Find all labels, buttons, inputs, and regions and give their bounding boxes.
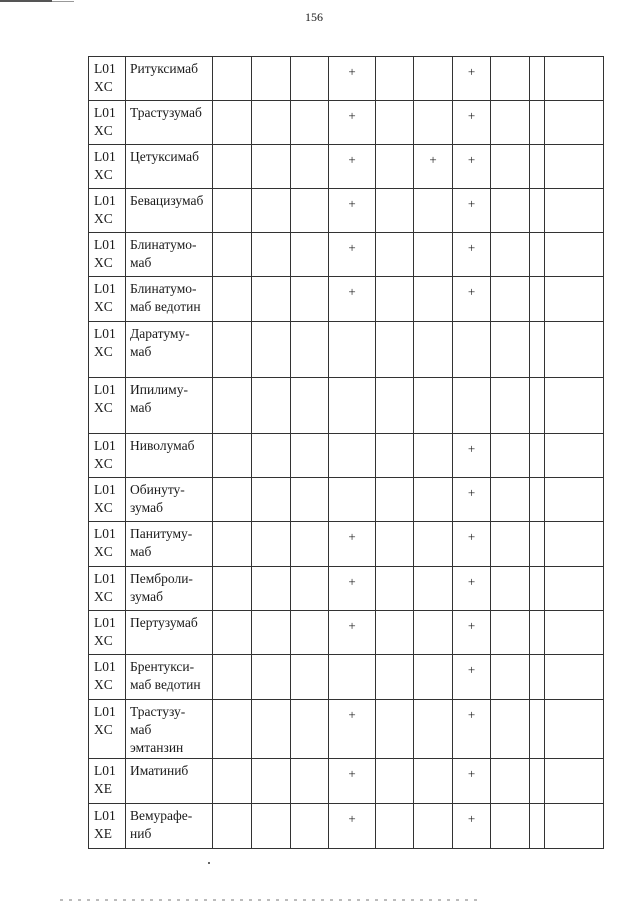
mark-cell [376,655,414,700]
mark-cell [213,478,252,522]
table-row [89,611,604,655]
mark-cell [213,277,252,322]
atc-code-cell [89,804,126,849]
mark-cell [376,378,414,434]
atc-code-cell [89,700,126,759]
table-row [89,145,604,189]
mark-cell: + [453,478,491,522]
atc-code-cell [89,101,126,145]
table-body [89,57,604,849]
mark-cell [291,567,329,611]
mark-cell [545,322,604,378]
mark-cell [414,611,453,655]
mark-cell [491,145,530,189]
mark-cell: + [453,567,491,611]
mark-cell [530,145,545,189]
mark-cell [252,57,291,101]
drug-name-line: Цетуксимаб [130,149,199,164]
drug-name-line: Панитуму- [130,526,193,541]
mark-cell [376,322,414,378]
mark-cell [530,567,545,611]
mark-cell [491,478,530,522]
mark-cell [213,378,252,434]
mark-cell [530,804,545,849]
mark-cell [530,378,545,434]
mark-cell: + [453,804,491,849]
mark-cell [376,567,414,611]
mark-cell [491,655,530,700]
mark-cell [252,101,291,145]
mark-cell [491,101,530,145]
mark-cell [530,101,545,145]
drug-name-cell [126,567,213,611]
drug-name-cell [126,611,213,655]
mark-cell [213,101,252,145]
drug-name-line: Даратуму- [130,326,190,341]
drug-name-cell [126,322,213,378]
drug-name-line: Блинатумо- [130,237,197,252]
mark-cell [252,655,291,700]
table-row [89,57,604,101]
mark-cell [252,277,291,322]
mark-cell [376,145,414,189]
drug-name-line: Блинатумо- [130,281,197,296]
mark-cell [329,655,376,700]
mark-cell: + [453,700,491,759]
mark-cell [252,478,291,522]
mark-cell [376,522,414,567]
mark-cell [530,277,545,322]
mark-cell [453,322,491,378]
atc-code-line: L01 [94,382,116,397]
mark-cell [213,57,252,101]
mark-cell [376,57,414,101]
mark-cell: + [453,189,491,233]
mark-cell: + [453,233,491,277]
scan-speck [208,862,210,864]
mark-cell [414,189,453,233]
mark-cell [213,145,252,189]
mark-cell [252,611,291,655]
mark-cell [213,700,252,759]
mark-cell [252,759,291,804]
mark-cell [252,145,291,189]
mark-cell [329,378,376,434]
mark-cell: + [329,101,376,145]
mark-cell [291,700,329,759]
mark-cell: + [453,522,491,567]
drug-name-cell [126,522,213,567]
atc-code-cell [89,611,126,655]
atc-code-line: XC [94,677,113,692]
mark-cell [376,277,414,322]
mark-cell [545,567,604,611]
atc-code-line: L01 [94,193,116,208]
mark-cell [414,655,453,700]
mark-cell [291,522,329,567]
mark-cell: + [329,522,376,567]
atc-code-line: XC [94,344,113,359]
mark-cell [414,478,453,522]
mark-cell [414,378,453,434]
mark-cell [213,233,252,277]
drug-name-line: Пертузумаб [130,615,198,630]
drug-name-line: маб ведотин [130,677,201,692]
mark-cell [545,759,604,804]
atc-code-line: L01 [94,105,116,120]
drug-name-line: маб [130,544,152,559]
drug-name-cell [126,57,213,101]
mark-cell: + [329,700,376,759]
table-row [89,434,604,478]
drug-name-line: Ипилиму- [130,382,188,397]
drug-name-line: Обинуту- [130,482,185,497]
mark-cell [491,522,530,567]
atc-code-cell [89,522,126,567]
mark-cell [291,478,329,522]
drug-name-cell [126,189,213,233]
mark-cell [414,57,453,101]
atc-code-line: XC [94,456,113,471]
atc-code-line: XE [94,781,112,796]
drug-name-cell [126,378,213,434]
atc-code-cell [89,322,126,378]
drug-name-line: зумаб [130,589,163,604]
mark-cell [491,434,530,478]
atc-code-line: XC [94,299,113,314]
mark-cell [376,700,414,759]
table-row [89,567,604,611]
mark-cell [491,277,530,322]
mark-cell [545,233,604,277]
mark-cell [545,189,604,233]
table-row [89,277,604,322]
table-row [89,378,604,434]
mark-cell [545,277,604,322]
mark-cell [291,322,329,378]
mark-cell [213,655,252,700]
drug-name-line: Вемурафе- [130,808,193,823]
mark-cell: + [329,277,376,322]
atc-code-line: L01 [94,571,116,586]
table-row [89,655,604,700]
drug-name-line: Ниволумаб [130,438,195,453]
mark-cell: + [329,611,376,655]
mark-cell [291,101,329,145]
scan-artifact-line-faint [52,1,74,2]
mark-cell: + [453,277,491,322]
page-number: 156 [305,10,323,24]
mark-cell [213,804,252,849]
mark-cell [291,233,329,277]
atc-code-line: XC [94,123,113,138]
drug-name-line: Пемброли- [130,571,193,586]
mark-cell [491,804,530,849]
mark-cell [414,277,453,322]
mark-cell [491,567,530,611]
mark-cell [414,804,453,849]
mark-cell: + [453,759,491,804]
scan-artifact-bottom [60,899,480,901]
table-row [89,101,604,145]
atc-code-cell [89,233,126,277]
atc-code-cell [89,655,126,700]
mark-cell [530,478,545,522]
table-row [89,700,604,759]
atc-code-line: L01 [94,704,116,719]
atc-code-line: XC [94,544,113,559]
mark-cell [252,804,291,849]
mark-cell [491,57,530,101]
atc-code-line: L01 [94,281,116,296]
atc-code-line: XC [94,589,113,604]
mark-cell [545,522,604,567]
mark-cell [530,700,545,759]
mark-cell: + [453,655,491,700]
drug-name-line: Ритуксимаб [130,61,198,76]
drug-name-line: Бевацизумаб [130,193,204,208]
mark-cell [491,189,530,233]
mark-cell [291,189,329,233]
mark-cell [291,145,329,189]
atc-code-cell [89,57,126,101]
mark-cell [545,57,604,101]
mark-cell: + [329,189,376,233]
mark-cell [414,567,453,611]
mark-cell [213,567,252,611]
table-row [89,478,604,522]
mark-cell [376,478,414,522]
table-row [89,804,604,849]
mark-cell: + [329,57,376,101]
mark-cell [530,57,545,101]
mark-cell [252,522,291,567]
drug-name-line: маб [130,255,152,270]
mark-cell [530,655,545,700]
drug-name-cell [126,233,213,277]
mark-cell [213,434,252,478]
mark-cell [291,434,329,478]
atc-code-cell [89,277,126,322]
mark-cell [329,322,376,378]
mark-cell [530,434,545,478]
drug-name-cell [126,478,213,522]
drug-name-cell [126,277,213,322]
mark-cell [252,378,291,434]
atc-code-line: XC [94,79,113,94]
drug-name-line: Иматиниб [130,763,189,778]
drug-name-cell [126,434,213,478]
mark-cell [376,233,414,277]
atc-code-line: L01 [94,326,116,341]
mark-cell: + [329,233,376,277]
mark-cell [252,322,291,378]
mark-cell [291,804,329,849]
table-row [89,322,604,378]
mark-cell [414,434,453,478]
mark-cell [213,189,252,233]
mark-cell [545,145,604,189]
mark-cell: + [329,145,376,189]
drug-table [88,56,604,849]
mark-cell [329,478,376,522]
mark-cell [291,611,329,655]
mark-cell [252,567,291,611]
mark-cell [491,378,530,434]
mark-cell [291,378,329,434]
atc-code-line: L01 [94,526,116,541]
atc-code-cell [89,567,126,611]
atc-code-line: L01 [94,149,116,164]
mark-cell [376,101,414,145]
mark-cell [530,522,545,567]
mark-cell [545,101,604,145]
atc-code-cell [89,759,126,804]
atc-code-line: L01 [94,61,116,76]
mark-cell [545,434,604,478]
mark-cell: + [329,759,376,804]
mark-cell [491,322,530,378]
drug-name-line: маб [130,400,152,415]
mark-cell [376,804,414,849]
drug-name-line: Брентукси- [130,659,195,674]
drug-name-line: Трастузумаб [130,105,202,120]
drug-name-line: маб [130,344,152,359]
mark-cell: + [414,145,453,189]
atc-code-line: L01 [94,659,116,674]
mark-cell [530,322,545,378]
mark-cell [491,233,530,277]
drug-name-line: ниб [130,826,152,841]
mark-cell: + [453,434,491,478]
drug-name-line: зумаб [130,500,163,515]
drug-name-line: маб ведотин [130,299,201,314]
mark-cell [545,378,604,434]
atc-code-line: L01 [94,438,116,453]
mark-cell [545,700,604,759]
drug-name-line: маб [130,722,152,737]
atc-code-line: XC [94,211,113,226]
drug-name-cell [126,804,213,849]
mark-cell [213,522,252,567]
mark-cell [545,611,604,655]
mark-cell: + [329,804,376,849]
mark-cell [252,233,291,277]
mark-cell [252,189,291,233]
atc-code-line: L01 [94,615,116,630]
mark-cell [414,233,453,277]
mark-cell [545,478,604,522]
mark-cell: + [453,611,491,655]
table-row [89,759,604,804]
mark-cell: + [453,57,491,101]
mark-cell [530,189,545,233]
mark-cell [376,434,414,478]
mark-cell [530,233,545,277]
mark-cell [252,434,291,478]
drug-name-line: эмтанзин [130,740,184,755]
mark-cell [213,611,252,655]
mark-cell: + [329,567,376,611]
mark-cell [291,655,329,700]
mark-cell [414,322,453,378]
mark-cell [291,277,329,322]
drug-name-line: Трастузу- [130,704,186,719]
mark-cell [213,759,252,804]
mark-cell [414,700,453,759]
atc-code-line: L01 [94,237,116,252]
atc-code-line: XC [94,255,113,270]
atc-code-line: XC [94,400,113,415]
atc-code-cell [89,434,126,478]
atc-code-line: XE [94,826,112,841]
mark-cell [545,804,604,849]
mark-cell [530,611,545,655]
drug-name-cell [126,655,213,700]
mark-cell [376,189,414,233]
mark-cell [329,434,376,478]
mark-cell [376,759,414,804]
drug-name-cell [126,759,213,804]
atc-code-line: L01 [94,763,116,778]
drug-name-cell [126,700,213,759]
mark-cell [252,700,291,759]
atc-code-line: XC [94,722,113,737]
mark-cell: + [453,101,491,145]
mark-cell [530,759,545,804]
scan-artifact-line [0,0,52,2]
atc-code-line: XC [94,167,113,182]
mark-cell [453,378,491,434]
mark-cell [491,759,530,804]
mark-cell [491,700,530,759]
atc-code-line: XC [94,633,113,648]
mark-cell [414,101,453,145]
drug-name-cell [126,101,213,145]
table-row [89,522,604,567]
mark-cell [491,611,530,655]
atc-code-line: L01 [94,482,116,497]
atc-code-line: L01 [94,808,116,823]
atc-code-cell [89,478,126,522]
atc-code-cell [89,378,126,434]
mark-cell [291,759,329,804]
mark-cell [414,522,453,567]
atc-code-cell [89,145,126,189]
atc-code-line: XC [94,500,113,515]
mark-cell [545,655,604,700]
mark-cell: + [453,145,491,189]
drug-name-cell [126,145,213,189]
table-row [89,189,604,233]
mark-cell [291,57,329,101]
table-row [89,233,604,277]
mark-cell [414,759,453,804]
mark-cell [213,322,252,378]
atc-code-cell [89,189,126,233]
mark-cell [376,611,414,655]
